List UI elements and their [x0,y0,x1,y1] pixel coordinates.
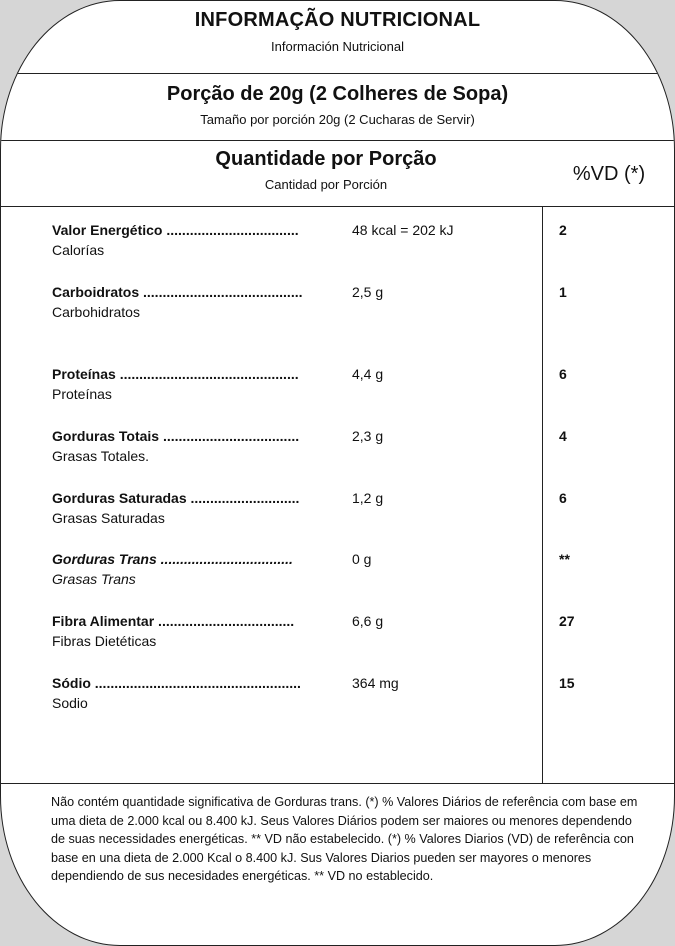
nutrient-dv: 15 [559,675,575,691]
nutrient-subname: Proteínas [52,386,112,402]
nutrient-row-protein [52,366,652,416]
nutrient-subname: Grasas Saturadas [52,510,165,526]
footnote: Não contém quantidade significativa de Gorduras trans. (*) % Valores Diários de referência com base em uma dieta de 2.000 kcal ou 8.400 kJ. Seus Valores Diários podem ser maiores ou menores dependendo de suas necessidades energéticas. ** VD não estabelecido. (*) % Valores Diarios (VD) de referência con base en una dieta de 2.000 Kcal o 8.400 kJ. Sus Valores Diarios pueden ser mayores o menores dependiendo de sus necesidades energéticas. ** VD no establecido. [51,795,638,884]
nutrient-subname: Calorías [52,242,105,258]
nutrient-name: Valor Energético .................................. [52,222,299,238]
label-title: INFORMAÇÃO NUTRICIONAL [194,9,481,31]
nutrient-subname: Sodio [52,695,88,711]
serving-size-subtitle: Tamaño por porción 20g (2 Cucharas de Servir) [200,112,475,127]
nutrient-subname: Grasas Totales. [52,448,150,464]
divider [1,73,674,74]
divider [1,206,674,207]
quantity-header: Quantidade por Porção [215,148,437,170]
dv-header: %VD (*) [572,163,646,185]
nutrient-dv: 27 [559,613,575,629]
nutrient-amount: 1,2 g [352,490,384,506]
nutrient-dv: 4 [559,428,567,444]
nutrient-subname: Grasas Trans [52,571,136,587]
nutrient-subname: Fibras Dietéticas [52,633,157,649]
nutrient-dv: 6 [559,490,567,506]
nutrient-name: Sódio ..................................................... [52,675,301,691]
nutrient-amount: 4,4 g [352,366,384,382]
nutrient-amount: 2,3 g [352,428,384,444]
nutrient-row-sodium [52,675,652,725]
nutrient-name: Proteínas .............................................. [52,366,299,382]
nutrient-dv: 1 [559,284,567,300]
nutrient-amount: 48 kcal = 202 kJ [352,222,454,238]
divider [1,140,674,141]
divider [1,783,674,784]
nutrient-row-energy [52,222,652,272]
nutrient-amount: 2,5 g [352,284,384,300]
serving-size: Porção de 20g (2 Colheres de Sopa) [166,83,509,105]
nutrient-row-total-fat [52,428,652,478]
quantity-subheader: Cantidad por Porción [264,177,388,192]
nutrient-name: Fibra Alimentar ................................... [52,613,295,629]
nutrient-dv: ** [559,551,570,567]
nutrient-dv: 6 [559,366,567,382]
nutrient-amount: 364 mg [352,675,399,691]
nutrient-row-fiber [52,613,652,663]
nutrient-dv: 2 [559,222,567,238]
nutrient-amount: 0 g [352,551,372,567]
nutrient-row-trans-fat [52,551,652,601]
label-subtitle: Información Nutricional [271,39,404,54]
nutrient-amount: 6,6 g [352,613,384,629]
nutrient-name: Gorduras Totais ................................... [52,428,300,444]
nutrient-row-carbs [52,284,652,334]
nutrient-name: Gorduras Saturadas ............................ [52,490,300,506]
nutrient-row-saturated-fat [52,490,652,540]
nutrient-name: Carboidratos ......................................... [52,284,303,300]
nutrient-name: Gorduras Trans .................................. [52,551,293,567]
nutrient-subname: Carbohidratos [52,304,140,320]
